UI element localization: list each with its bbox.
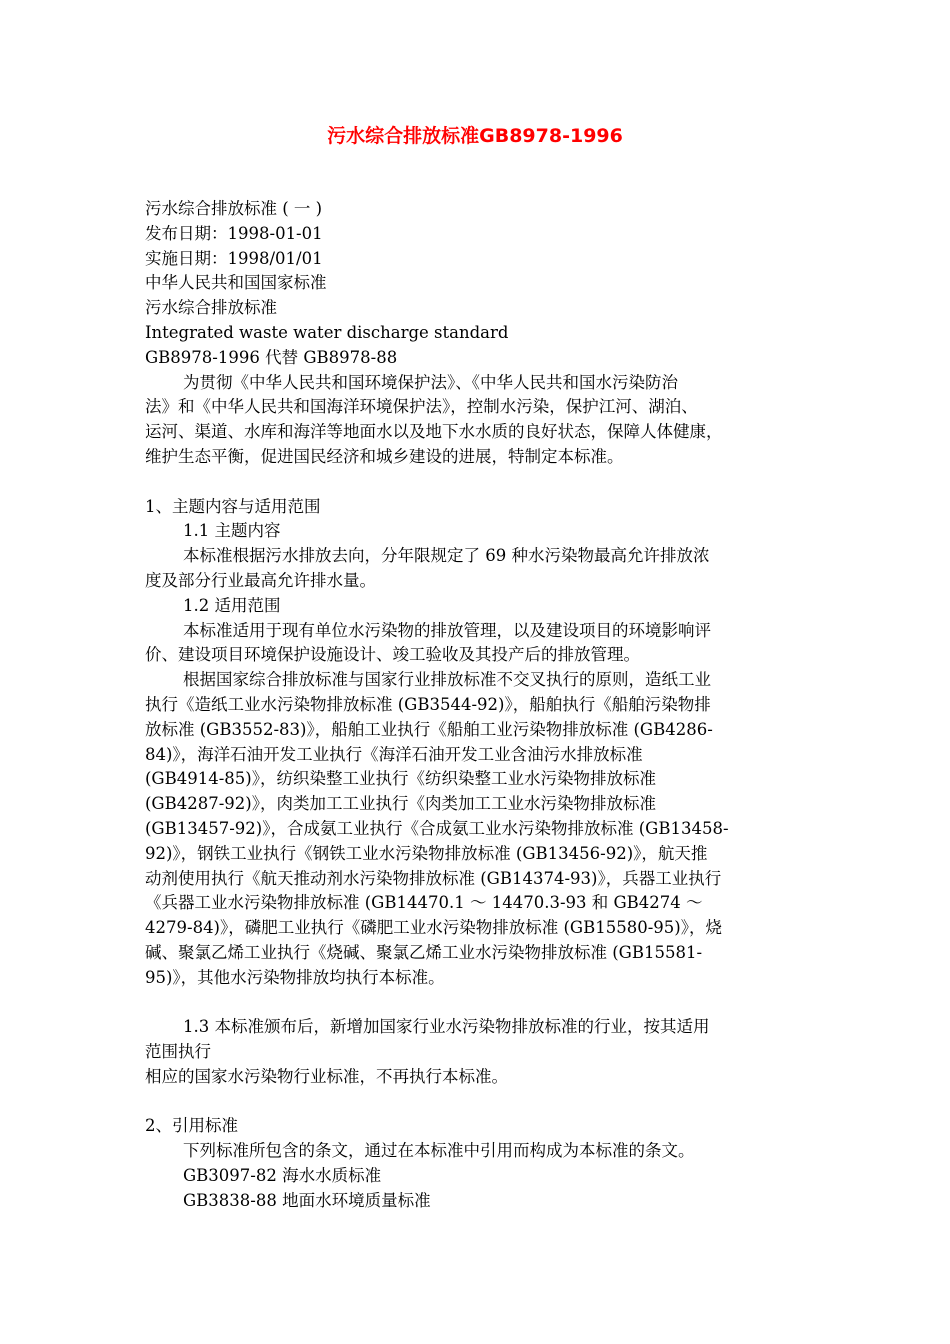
text-line: 相应的国家水污染物行业标准，不再执行本标准。 bbox=[145, 1066, 508, 1086]
text-line: 运河、渠道、水库和海洋等地面水以及地下水水质的良好状态，保障人体健康， bbox=[145, 422, 723, 442]
text-line: 度及部分行业最高允许排水量。 bbox=[145, 570, 376, 590]
text-line: (GB4287-92)》，肉类加工工业执行《肉类加工工业水污染物排放标准 bbox=[145, 794, 656, 814]
text-line: GB8978-1996 代替 GB8978-88 bbox=[145, 347, 398, 367]
text-line: 本标准根据污水排放去向，分年限规定了 69 种水污染物最高允许排放浓 bbox=[183, 546, 710, 566]
text-line: 放标准 (GB3552-83)》，船舶工业执行《船舶工业污染物排放标准 (GB4286- bbox=[145, 719, 713, 739]
text-line: 下列标准所包含的条文，通过在本标准中引用而构成为本标准的条文。 bbox=[183, 1141, 695, 1161]
text-line: 95)》，其他水污染物排放均执行本标准。 bbox=[145, 967, 445, 987]
text-line: 维护生态平衡，促进国民经济和城乡建设的进展，特制定本标准。 bbox=[145, 446, 624, 466]
text-line: GB3097-82 海水水质标准 bbox=[183, 1166, 382, 1186]
text-line: 84)》，海洋石油开发工业执行《海洋石油开发工业含油污水排放标准 bbox=[145, 744, 643, 764]
blank-line bbox=[145, 470, 810, 495]
text-line: 2、引用标准 bbox=[145, 1116, 238, 1136]
text-line: 污水综合排放标准 ( 一 ) bbox=[145, 199, 323, 218]
text-line: 1、主题内容与适用范围 bbox=[145, 496, 321, 516]
text-line: 4279-84)》，磷肥工业执行《磷肥工业水污染物排放标准 (GB15580-95)》，烧 bbox=[145, 918, 722, 938]
text-line: 动剂使用执行《航天推动剂水污染物排放标准 (GB14374-93)》，兵器工业执行 bbox=[145, 868, 722, 888]
text-line: 本标准适用于现有单位水污染物的排放管理，以及建设项目的环境影响评 bbox=[183, 620, 711, 640]
text-line: 范围执行 bbox=[145, 1042, 211, 1062]
text-line: 92)》，钢铁工业执行《钢铁工业水污染物排放标准 (GB13456-92)》，航天推 bbox=[145, 843, 708, 863]
text-line: 执行《造纸工业水污染物排放标准 (GB3544-92)》，船舶执行《船舶污染物排 bbox=[145, 694, 711, 714]
text-line: 《兵器工业水污染物排放标准 (GB14470.1 ～ 14470.3-93 和 GB4274 ～ bbox=[145, 893, 703, 913]
text-line: 1.1 主题内容 bbox=[183, 521, 281, 541]
text-line: 为贯彻《中华人民共和国环境保护法》、《中华人民共和国水污染防治 bbox=[183, 372, 678, 392]
text-line: (GB4914-85)》，纺织染整工业执行《纺织染整工业水污染物排放标准 bbox=[145, 769, 656, 789]
document-body bbox=[145, 197, 810, 1214]
text-line: (GB13457-92)》，合成氨工业执行《合成氨工业水污染物排放标准 (GB13458- bbox=[145, 818, 729, 838]
text-line: Integrated waste water discharge standard bbox=[145, 322, 509, 342]
blank-line bbox=[145, 1090, 810, 1115]
blank-line bbox=[145, 991, 810, 1016]
document-title: 污水综合排放标准GB8978-1996 bbox=[327, 125, 623, 147]
text-line: 法》和《中华人民共和国海洋环境保护法》，控制水污染，保护江河、湖泊、 bbox=[145, 397, 698, 417]
text-line: GB3838-88 地面水环境质量标准 bbox=[183, 1190, 431, 1210]
text-line: 1.3 本标准颁布后，新增加国家行业水污染物排放标准的行业，按其适用 bbox=[183, 1017, 710, 1037]
text-line: 中华人民共和国国家标准 bbox=[145, 273, 327, 293]
text-line: 发布日期：1998-01-01 bbox=[145, 223, 323, 243]
text-line: 实施日期：1998/01/01 bbox=[145, 248, 323, 268]
text-line: 根据国家综合排放标准与国家行业排放标准不交叉执行的原则，造纸工业 bbox=[183, 670, 711, 690]
text-line: 价、建设项目环境保护设施设计、竣工验收及其投产后的排放管理。 bbox=[145, 645, 640, 665]
text-line: 碱、聚氯乙烯工业执行《烧碱、聚氯乙烯工业水污染物排放标准 (GB15581- bbox=[145, 942, 703, 962]
text-line: 污水综合排放标准 bbox=[145, 298, 277, 318]
text-line: 1.2 适用范围 bbox=[183, 595, 281, 615]
